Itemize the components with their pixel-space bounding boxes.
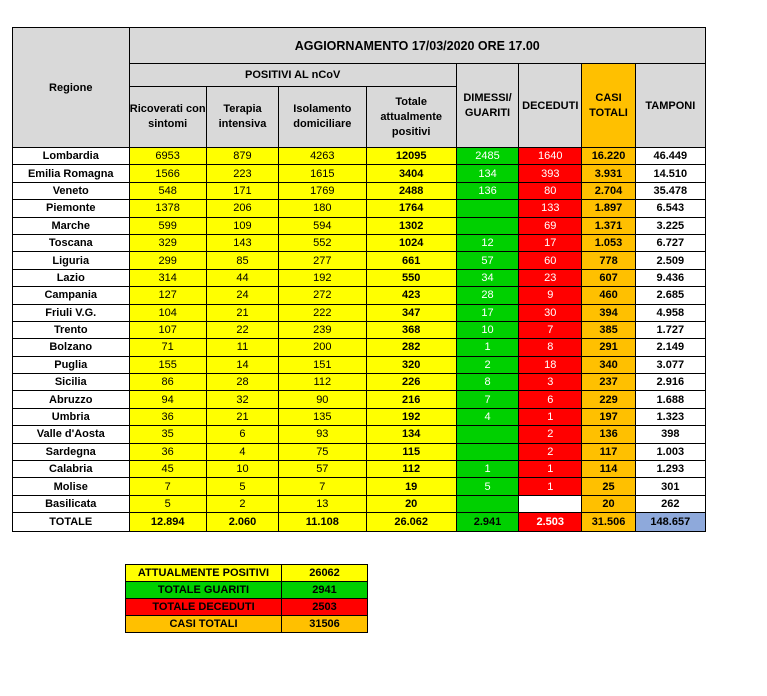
- cell-totale-positivi: 192: [366, 408, 456, 425]
- cell-ricoverati: 299: [129, 252, 206, 269]
- table-row: [13, 321, 706, 338]
- cell-isolamento: 222: [279, 304, 366, 321]
- cell-regione: Veneto: [13, 182, 130, 199]
- cell-terapia: 10: [206, 461, 278, 478]
- cell-regione: Umbria: [13, 408, 130, 425]
- cell-dimessi: 134: [456, 165, 518, 182]
- cell-casi-totali: 1.371: [582, 217, 635, 234]
- cell-regione: Liguria: [13, 252, 130, 269]
- cell-dimessi: 10: [456, 321, 518, 338]
- cell-totale-positivi: 550: [366, 269, 456, 286]
- cell-ricoverati: 35: [129, 426, 206, 443]
- cell-isolamento: 57: [279, 461, 366, 478]
- cell-deceduti: 7: [519, 321, 582, 338]
- table-row: [13, 217, 706, 234]
- cell-casi-totali: 229: [582, 391, 635, 408]
- cell-tamponi: 1.003: [635, 443, 705, 460]
- cell-regione: Friuli V.G.: [13, 304, 130, 321]
- table-row: [13, 148, 706, 165]
- cell-ricoverati: 45: [129, 461, 206, 478]
- table-row: [13, 182, 706, 199]
- table-row: [13, 356, 706, 373]
- cell-terapia: 879: [206, 148, 278, 165]
- total-casi: 31.506: [582, 513, 635, 532]
- cell-tamponi: 398: [635, 426, 705, 443]
- table-row: [13, 339, 706, 356]
- cell-ricoverati: 71: [129, 339, 206, 356]
- cell-regione: Calabria: [13, 461, 130, 478]
- cell-dimessi: 8: [456, 374, 518, 391]
- cell-isolamento: 239: [279, 321, 366, 338]
- table-row: [13, 252, 706, 269]
- cell-tamponi: 3.077: [635, 356, 705, 373]
- cell-totale-positivi: 216: [366, 391, 456, 408]
- cell-terapia: 32: [206, 391, 278, 408]
- header-deceduti: DECEDUTI: [519, 64, 582, 148]
- cell-regione: Lombardia: [13, 148, 130, 165]
- cell-terapia: 109: [206, 217, 278, 234]
- cell-terapia: 44: [206, 269, 278, 286]
- table-row: [13, 287, 706, 304]
- cell-deceduti: 8: [519, 339, 582, 356]
- cell-dimessi: 34: [456, 269, 518, 286]
- cell-terapia: 4: [206, 443, 278, 460]
- cell-terapia: 14: [206, 356, 278, 373]
- table-title: AGGIORNAMENTO 17/03/2020 ORE 17.00: [129, 28, 706, 64]
- table-row: [13, 234, 706, 251]
- cell-regione: Puglia: [13, 356, 130, 373]
- total-ricoverati: 12.894: [129, 513, 206, 532]
- cell-isolamento: 552: [279, 234, 366, 251]
- cell-terapia: 28: [206, 374, 278, 391]
- cell-dimessi: 136: [456, 182, 518, 199]
- summary-value: 31506: [282, 616, 368, 633]
- cell-casi-totali: 1.897: [582, 200, 635, 217]
- table-row: [13, 408, 706, 425]
- summary-table: [125, 564, 368, 633]
- cell-casi-totali: 25: [582, 478, 635, 495]
- cell-regione: Sicilia: [13, 374, 130, 391]
- header-terapia: Terapia intensiva: [206, 87, 278, 148]
- cell-tamponi: 6.727: [635, 234, 705, 251]
- cell-ricoverati: 1378: [129, 200, 206, 217]
- cell-terapia: 206: [206, 200, 278, 217]
- cell-totale-positivi: 661: [366, 252, 456, 269]
- cell-casi-totali: 16.220: [582, 148, 635, 165]
- covid-regional-table: [12, 27, 706, 532]
- cell-terapia: 24: [206, 287, 278, 304]
- cell-regione: Trento: [13, 321, 130, 338]
- cell-ricoverati: 5: [129, 495, 206, 512]
- cell-dimessi: [456, 200, 518, 217]
- cell-totale-positivi: 1764: [366, 200, 456, 217]
- cell-ricoverati: 104: [129, 304, 206, 321]
- cell-isolamento: 75: [279, 443, 366, 460]
- cell-tamponi: 3.225: [635, 217, 705, 234]
- header-dimessi: DIMESSI/ GUARITI: [456, 64, 518, 148]
- cell-ricoverati: 548: [129, 182, 206, 199]
- cell-deceduti: 2: [519, 426, 582, 443]
- cell-ricoverati: 1566: [129, 165, 206, 182]
- cell-isolamento: 1615: [279, 165, 366, 182]
- cell-regione: Bolzano: [13, 339, 130, 356]
- cell-deceduti: 3: [519, 374, 582, 391]
- cell-dimessi: 7: [456, 391, 518, 408]
- cell-isolamento: 90: [279, 391, 366, 408]
- table-row: [13, 304, 706, 321]
- cell-totale-positivi: 282: [366, 339, 456, 356]
- cell-regione: Basilicata: [13, 495, 130, 512]
- cell-tamponi: 1.688: [635, 391, 705, 408]
- table-row: [13, 269, 706, 286]
- cell-terapia: 171: [206, 182, 278, 199]
- cell-deceduti: 60: [519, 252, 582, 269]
- table-row: [13, 461, 706, 478]
- cell-ricoverati: 329: [129, 234, 206, 251]
- summary-label: CASI TOTALI: [126, 616, 282, 633]
- cell-deceduti: 18: [519, 356, 582, 373]
- cell-totale-positivi: 2488: [366, 182, 456, 199]
- header-ricoverati: Ricoverati con sintomi: [129, 87, 206, 148]
- cell-tamponi: 1.727: [635, 321, 705, 338]
- cell-totale-positivi: 19: [366, 478, 456, 495]
- cell-regione: Valle d'Aosta: [13, 426, 130, 443]
- cell-terapia: 6: [206, 426, 278, 443]
- summary-row-positivi: [126, 565, 368, 582]
- cell-regione: Campania: [13, 287, 130, 304]
- cell-deceduti: 133: [519, 200, 582, 217]
- total-tamponi: 148.657: [635, 513, 705, 532]
- header-totale-positivi: Totale attualmente positivi: [366, 87, 456, 148]
- summary-value: 2503: [282, 599, 368, 616]
- cell-totale-positivi: 368: [366, 321, 456, 338]
- cell-dimessi: 1: [456, 339, 518, 356]
- cell-tamponi: 35.478: [635, 182, 705, 199]
- cell-totale-positivi: 347: [366, 304, 456, 321]
- cell-deceduti: 1640: [519, 148, 582, 165]
- cell-regione: Marche: [13, 217, 130, 234]
- cell-dimessi: 1: [456, 461, 518, 478]
- cell-dimessi: 2485: [456, 148, 518, 165]
- cell-deceduti: 9: [519, 287, 582, 304]
- cell-isolamento: 180: [279, 200, 366, 217]
- cell-casi-totali: 20: [582, 495, 635, 512]
- cell-dimessi: 12: [456, 234, 518, 251]
- total-dimessi: 2.941: [456, 513, 518, 532]
- summary-value: 26062: [282, 565, 368, 582]
- cell-tamponi: 2.149: [635, 339, 705, 356]
- cell-deceduti: 393: [519, 165, 582, 182]
- cell-tamponi: 46.449: [635, 148, 705, 165]
- totals-label: TOTALE: [13, 513, 130, 532]
- table-row: [13, 200, 706, 217]
- table-row: [13, 495, 706, 512]
- cell-casi-totali: 385: [582, 321, 635, 338]
- cell-dimessi: 17: [456, 304, 518, 321]
- cell-dimessi: [456, 217, 518, 234]
- cell-casi-totali: 394: [582, 304, 635, 321]
- cell-isolamento: 272: [279, 287, 366, 304]
- cell-casi-totali: 778: [582, 252, 635, 269]
- cell-dimessi: 2: [456, 356, 518, 373]
- cell-tamponi: 301: [635, 478, 705, 495]
- summary-value: 2941: [282, 582, 368, 599]
- totals-row: [13, 513, 706, 532]
- cell-isolamento: 1769: [279, 182, 366, 199]
- cell-tamponi: 6.543: [635, 200, 705, 217]
- cell-ricoverati: 127: [129, 287, 206, 304]
- cell-terapia: 85: [206, 252, 278, 269]
- cell-isolamento: 192: [279, 269, 366, 286]
- summary-row-guariti: [126, 582, 368, 599]
- summary-label: ATTUALMENTE POSITIVI: [126, 565, 282, 582]
- cell-tamponi: 1.323: [635, 408, 705, 425]
- cell-deceduti: 1: [519, 461, 582, 478]
- header-tamponi: TAMPONI: [635, 64, 705, 148]
- cell-tamponi: 2.509: [635, 252, 705, 269]
- cell-casi-totali: 607: [582, 269, 635, 286]
- cell-totale-positivi: 226: [366, 374, 456, 391]
- cell-dimessi: 4: [456, 408, 518, 425]
- table-body: [13, 148, 706, 513]
- cell-ricoverati: 107: [129, 321, 206, 338]
- cell-dimessi: 57: [456, 252, 518, 269]
- cell-deceduti: 6: [519, 391, 582, 408]
- cell-deceduti: 23: [519, 269, 582, 286]
- cell-deceduti: 30: [519, 304, 582, 321]
- cell-isolamento: 112: [279, 374, 366, 391]
- cell-casi-totali: 197: [582, 408, 635, 425]
- cell-totale-positivi: 320: [366, 356, 456, 373]
- cell-casi-totali: 117: [582, 443, 635, 460]
- cell-casi-totali: 2.704: [582, 182, 635, 199]
- cell-deceduti: 69: [519, 217, 582, 234]
- cell-casi-totali: 3.931: [582, 165, 635, 182]
- cell-isolamento: 4263: [279, 148, 366, 165]
- cell-dimessi: 5: [456, 478, 518, 495]
- cell-deceduti: [519, 495, 582, 512]
- cell-regione: Sardegna: [13, 443, 130, 460]
- total-isolamento: 11.108: [279, 513, 366, 532]
- cell-terapia: 22: [206, 321, 278, 338]
- cell-isolamento: 93: [279, 426, 366, 443]
- cell-regione: Toscana: [13, 234, 130, 251]
- cell-regione: Emilia Romagna: [13, 165, 130, 182]
- cell-terapia: 143: [206, 234, 278, 251]
- cell-deceduti: 80: [519, 182, 582, 199]
- cell-ricoverati: 94: [129, 391, 206, 408]
- cell-isolamento: 151: [279, 356, 366, 373]
- table-row: [13, 478, 706, 495]
- cell-regione: Abruzzo: [13, 391, 130, 408]
- cell-tamponi: 14.510: [635, 165, 705, 182]
- cell-isolamento: 13: [279, 495, 366, 512]
- cell-terapia: 223: [206, 165, 278, 182]
- total-deceduti: 2.503: [519, 513, 582, 532]
- cell-ricoverati: 6953: [129, 148, 206, 165]
- cell-terapia: 21: [206, 304, 278, 321]
- cell-casi-totali: 114: [582, 461, 635, 478]
- table-row: [13, 426, 706, 443]
- cell-ricoverati: 314: [129, 269, 206, 286]
- cell-casi-totali: 237: [582, 374, 635, 391]
- cell-tamponi: 262: [635, 495, 705, 512]
- header-positivi: POSITIVI AL nCoV: [129, 64, 456, 87]
- cell-totale-positivi: 20: [366, 495, 456, 512]
- table-row: [13, 374, 706, 391]
- total-positivi: 26.062: [366, 513, 456, 532]
- summary-label: TOTALE DECEDUTI: [126, 599, 282, 616]
- cell-terapia: 21: [206, 408, 278, 425]
- summary-row-casi: [126, 616, 368, 633]
- cell-isolamento: 594: [279, 217, 366, 234]
- cell-totale-positivi: 423: [366, 287, 456, 304]
- header-regione: Regione: [13, 28, 130, 148]
- summary-row-deceduti: [126, 599, 368, 616]
- cell-totale-positivi: 1024: [366, 234, 456, 251]
- cell-isolamento: 7: [279, 478, 366, 495]
- table-row: [13, 165, 706, 182]
- cell-terapia: 2: [206, 495, 278, 512]
- cell-ricoverati: 599: [129, 217, 206, 234]
- cell-tamponi: 1.293: [635, 461, 705, 478]
- total-terapia: 2.060: [206, 513, 278, 532]
- cell-deceduti: 1: [519, 478, 582, 495]
- cell-isolamento: 200: [279, 339, 366, 356]
- cell-casi-totali: 460: [582, 287, 635, 304]
- cell-tamponi: 2.685: [635, 287, 705, 304]
- cell-tamponi: 4.958: [635, 304, 705, 321]
- cell-totale-positivi: 134: [366, 426, 456, 443]
- cell-terapia: 5: [206, 478, 278, 495]
- cell-ricoverati: 36: [129, 408, 206, 425]
- cell-casi-totali: 340: [582, 356, 635, 373]
- cell-dimessi: 28: [456, 287, 518, 304]
- cell-deceduti: 1: [519, 408, 582, 425]
- cell-totale-positivi: 115: [366, 443, 456, 460]
- cell-ricoverati: 86: [129, 374, 206, 391]
- cell-ricoverati: 36: [129, 443, 206, 460]
- cell-regione: Molise: [13, 478, 130, 495]
- cell-isolamento: 277: [279, 252, 366, 269]
- cell-deceduti: 2: [519, 443, 582, 460]
- cell-totale-positivi: 3404: [366, 165, 456, 182]
- cell-casi-totali: 136: [582, 426, 635, 443]
- summary-label: TOTALE GUARITI: [126, 582, 282, 599]
- cell-dimessi: [456, 426, 518, 443]
- cell-deceduti: 17: [519, 234, 582, 251]
- cell-ricoverati: 155: [129, 356, 206, 373]
- cell-ricoverati: 7: [129, 478, 206, 495]
- table-row: [13, 391, 706, 408]
- cell-casi-totali: 1.053: [582, 234, 635, 251]
- cell-totale-positivi: 112: [366, 461, 456, 478]
- table-row: [13, 443, 706, 460]
- cell-regione: Piemonte: [13, 200, 130, 217]
- cell-tamponi: 2.916: [635, 374, 705, 391]
- cell-casi-totali: 291: [582, 339, 635, 356]
- header-casi-totali: CASI TOTALI: [582, 64, 635, 148]
- cell-totale-positivi: 12095: [366, 148, 456, 165]
- cell-tamponi: 9.436: [635, 269, 705, 286]
- cell-totale-positivi: 1302: [366, 217, 456, 234]
- cell-terapia: 11: [206, 339, 278, 356]
- cell-isolamento: 135: [279, 408, 366, 425]
- cell-regione: Lazio: [13, 269, 130, 286]
- cell-dimessi: [456, 443, 518, 460]
- cell-dimessi: [456, 495, 518, 512]
- header-isolamento: Isolamento domiciliare: [279, 87, 366, 148]
